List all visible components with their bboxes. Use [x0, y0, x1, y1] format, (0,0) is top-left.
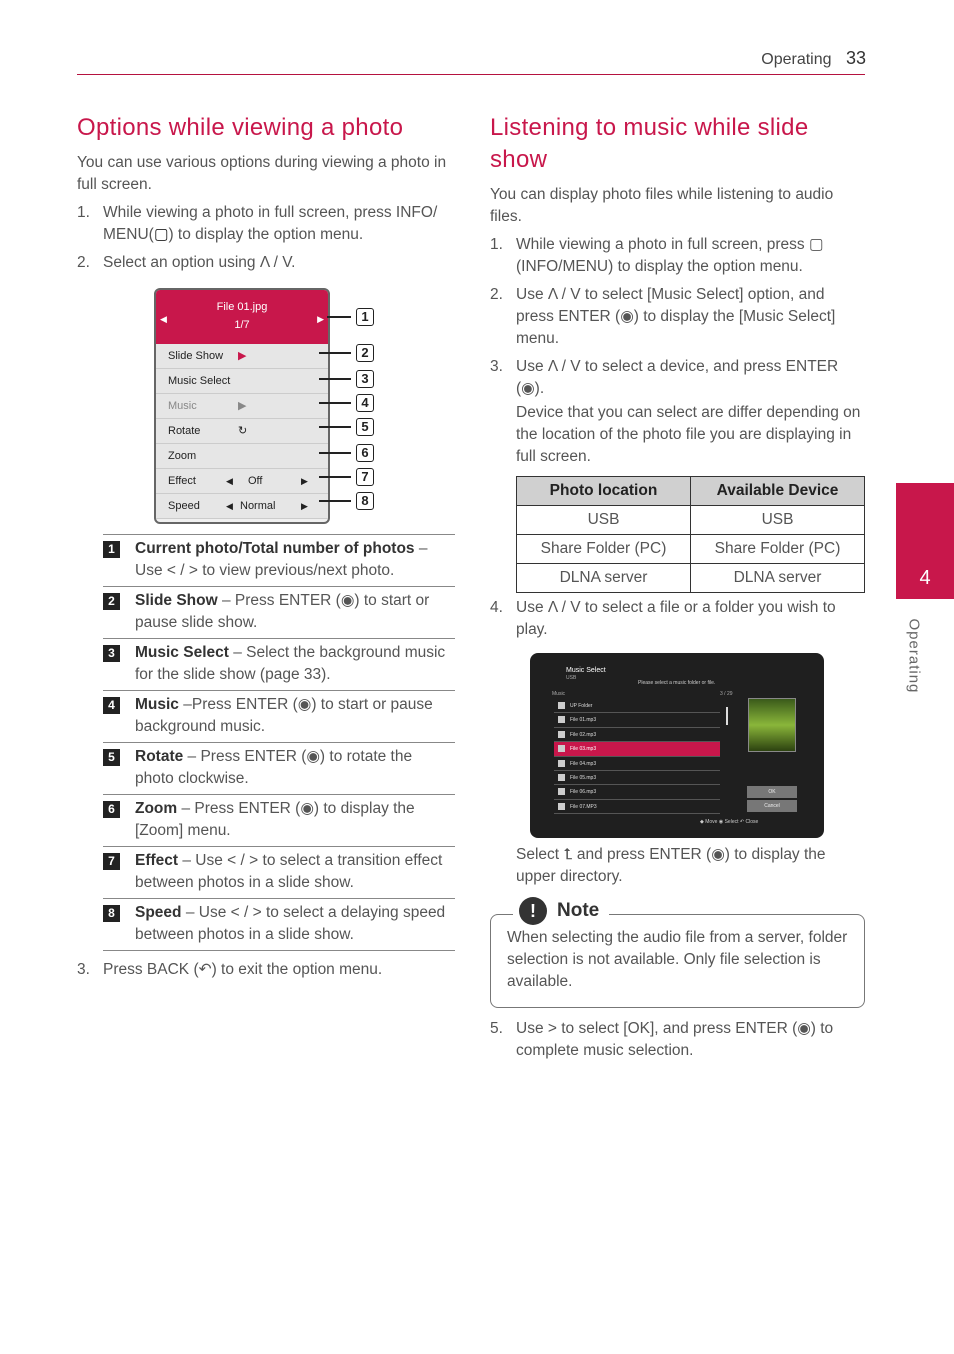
screen-count: 3 / 29	[720, 691, 733, 697]
section-name: Operating	[761, 51, 832, 68]
table-row: Share Folder (PC) Share Folder (PC)	[517, 535, 865, 564]
page-number: 33	[845, 48, 866, 68]
step-2: 2. Select an option using Λ / V.	[77, 254, 296, 271]
menu-row-music: Music ▶	[156, 394, 328, 419]
photo-thumbnail	[748, 698, 796, 752]
callout-4: 4	[356, 394, 374, 412]
menu-row-zoom: Zoom	[156, 444, 328, 469]
callout-1: 1	[356, 308, 374, 326]
step-3-detail: Device that you can select are differ depending on the location of the photo file you are displaying in full screen.	[516, 404, 861, 465]
legend-item: 5 Rotate – Press ENTER (◉) to rotate the photo clockwise.	[103, 742, 455, 794]
menu-row-speed: Speed ◀ Normal ▶	[156, 494, 328, 519]
play-icon: ▶	[238, 400, 247, 412]
legend-item: 3 Music Select – Select the background music for the slide show (page 33).	[103, 638, 455, 690]
menu-row-slide-show: Slide Show ▶	[156, 344, 328, 369]
step-4: 4. Use Λ / V to select a file or a folder you wish to play.	[490, 599, 836, 638]
table-header: Available Device	[691, 477, 865, 506]
left-arrow-icon: ◀	[226, 501, 233, 511]
legend-item: 8 Speed – Use < / > to select a delaying speed between photos in a slide show.	[103, 898, 455, 951]
right-arrow-icon: ▶	[301, 476, 308, 486]
note-text: When selecting the audio file from a server, folder selection is not available. Only file selection is available.	[507, 929, 848, 990]
callout-5: 5	[356, 418, 374, 436]
legend-item: 7 Effect – Use < / > to select a transition effect between photos in a slide show.	[103, 846, 455, 898]
file-list	[554, 699, 720, 814]
note-title: ! Note	[513, 897, 609, 925]
callout-2: 2	[356, 344, 374, 362]
screen-list-label: Music	[552, 691, 566, 697]
callout-6: 6	[356, 444, 374, 462]
option-menu	[154, 288, 330, 524]
play-icon: ▶	[238, 350, 247, 362]
menu-row-rotate: Rotate ↻	[156, 419, 328, 444]
legend-item: 4 Music –Press ENTER (◉) to start or pause background music.	[103, 690, 455, 742]
file-count: 1/7	[234, 319, 250, 331]
step-3: 3. Press BACK (↶) to exit the option menu.	[77, 961, 383, 978]
right-arrow-icon: ▶	[301, 501, 308, 511]
chapter-tab	[896, 483, 954, 599]
note-box	[490, 900, 865, 1008]
rotate-icon: ↻	[238, 425, 248, 437]
screen-device: USB	[566, 675, 577, 681]
step-4-detail: Select ⮤ and press ENTER (◉) to display the upper directory.	[516, 846, 826, 885]
ok-button[interactable]: OK	[747, 786, 797, 798]
screen-footer: ◆ Move ◉ Select ↶ Close	[700, 819, 759, 825]
right-column	[490, 112, 865, 1062]
step-2: 2. Use Λ / V to select [Music Select] option, and press ENTER (◉) to display the [Music Select] menu.	[490, 286, 836, 347]
info-menu-icon: ▢	[153, 226, 169, 243]
music-select-screen	[530, 653, 824, 838]
callout-8: 8	[356, 492, 374, 510]
warning-icon: !	[519, 897, 547, 925]
step-1: 1. While viewing a photo in full screen, press ▢ (INFO/MENU) to display the option menu.	[490, 236, 824, 275]
callout-7: 7	[356, 468, 374, 486]
list-item[interactable]: File 06.mp3	[554, 785, 720, 799]
left-arrow-icon: ◀	[160, 314, 167, 324]
screen-title: Music Select	[566, 667, 606, 674]
chapter-label: Operating	[905, 618, 923, 694]
option-legend	[103, 534, 455, 951]
cancel-button[interactable]: Cancel	[747, 800, 797, 812]
table-header: Photo location	[517, 477, 691, 506]
list-item[interactable]: File 05.mp3	[554, 771, 720, 785]
step-5: 5. Use > to select [OK], and press ENTER (◉) to complete music selection.	[490, 1020, 834, 1059]
menu-row-effect: Effect ◀ Off ▶	[156, 469, 328, 494]
step-1: 1. While viewing a photo in full screen, press INFO/ MENU(▢) to display the option menu.	[77, 204, 438, 243]
list-item[interactable]: File 04.mp3	[554, 757, 720, 771]
chapter-number: 4	[919, 567, 931, 589]
list-item[interactable]: File 07.MP3	[554, 800, 720, 814]
file-name: File 01.jpg	[216, 301, 268, 313]
option-menu-figure	[77, 288, 455, 530]
list-item[interactable]: File 03.mp3	[554, 742, 720, 756]
menu-row-music-select: Music Select	[156, 369, 328, 394]
section-title-music: Listening to music while slide show	[490, 114, 809, 173]
screen-hint: Please select a music folder or file.	[638, 680, 716, 686]
legend-item: 6 Zoom – Press ENTER (◉) to display the [Zoom] menu.	[103, 794, 455, 846]
list-item[interactable]: File 01.mp3	[554, 713, 720, 727]
scrollbar[interactable]	[726, 707, 728, 725]
left-column	[77, 112, 455, 981]
intro-music: You can display photo files while listening to audio files.	[490, 186, 834, 225]
menu-header	[156, 290, 328, 344]
left-arrow-icon: ◀	[226, 476, 233, 486]
section-title-options: Options while viewing a photo	[77, 114, 404, 141]
table-row: USB USB	[517, 506, 865, 535]
header-rule	[77, 74, 865, 75]
callout-3: 3	[356, 370, 374, 388]
table-row: DLNA server DLNA server	[517, 564, 865, 593]
device-table	[516, 476, 865, 593]
legend-item: 2 Slide Show – Press ENTER (◉) to start or pause slide show.	[103, 586, 455, 638]
page-header	[700, 48, 866, 69]
list-item[interactable]: File 02.mp3	[554, 728, 720, 742]
step-3: 3. Use Λ / V to select a device, and press ENTER (◉).	[490, 358, 839, 397]
legend-item: 1 Current photo/Total number of photos – Use < / > to view previous/next photo.	[103, 534, 455, 586]
list-item[interactable]: UP Folder	[554, 699, 720, 713]
right-arrow-icon: ▶	[317, 314, 324, 324]
intro-options: You can use various options during viewing a photo in full screen.	[77, 154, 447, 193]
